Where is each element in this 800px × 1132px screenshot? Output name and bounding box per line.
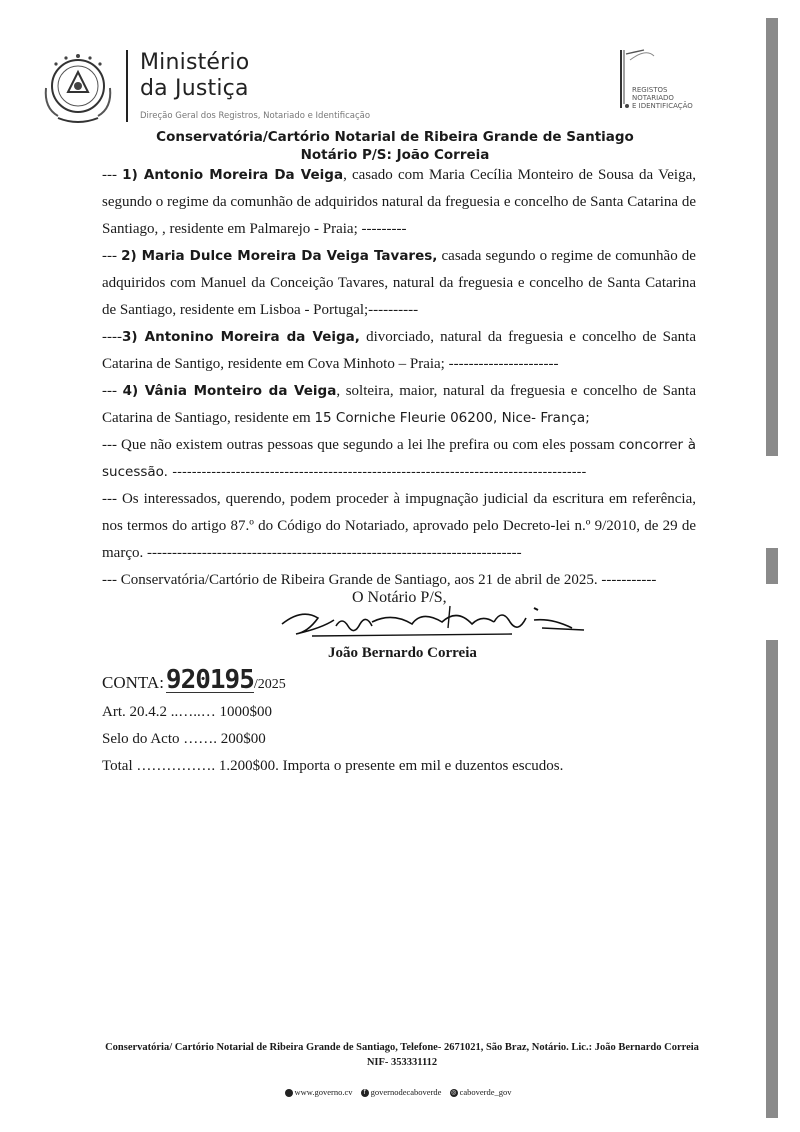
footer-social-links	[0, 1087, 790, 1097]
rni-line-3: E IDENTIFICAÇÃO	[632, 102, 693, 110]
no-other-heirs-tail: concorrer à sucessão. -------------------------------------------------------------------------------------	[102, 437, 696, 480]
conta-number: 920195	[165, 665, 254, 695]
handwritten-signature-icon	[272, 598, 592, 644]
globe-icon	[285, 1089, 293, 1097]
scan-edge-bar	[766, 18, 778, 456]
header-divider	[126, 50, 128, 122]
rni-line-2: NOTARIADO	[632, 94, 674, 102]
heir-paragraph-3	[102, 324, 696, 378]
footer-contact: Conservatória/ Cartório Notarial de Ribeira Grande de Santiago, Telefone- 2671021, São Braz, Notário. Lic.: João Bernardo Correia NIF- 353331112	[105, 1042, 699, 1068]
fee-selo-line: Selo do Acto ……. 200$00	[102, 731, 266, 747]
dash-prefix: ----	[102, 329, 122, 345]
heir-details-4: , solteira, maior, natural da freguesia e concelho de Santa Catarina de Santiago, residente em	[102, 383, 696, 426]
heir-name-3: 3) Antonino Moreira da Veiga,	[121, 329, 360, 345]
signature-label: O Notário P/S,	[352, 589, 447, 606]
conta-label: CONTA:	[102, 673, 164, 692]
instagram-link: caboverde_gov	[459, 1087, 512, 1097]
fee-art-line: Art. 20.4.2 ..…..… 1000$00	[102, 704, 272, 720]
heir-name-2: 2) Maria Dulce Moreira Da Veiga Tavares,	[121, 248, 438, 264]
facebook-link: governodecaboverde	[370, 1087, 442, 1097]
heir-details-3: divorciado, natural da freguesia e concelho de Santa Catarina de Santigo, residente em Cova Minhoto – Praia; ----------------------	[102, 329, 696, 372]
heir-paragraph-4	[102, 378, 696, 432]
document-body	[102, 162, 696, 594]
facebook-icon: f	[361, 1089, 369, 1097]
heir-paragraph-2	[102, 243, 696, 324]
heir-details-2: casada segundo o regime de comunhão de adquiridos com Manuel da Conceição Tavares, natural da freguesia e concelho de Santa Catarina de Santiago, residente em Lisboa - Portugal;----------	[102, 248, 696, 318]
notary-title: Notário P/S: João Correia	[300, 147, 490, 163]
heir-name-1: 1) Antonio Moreira Da Veiga	[122, 167, 344, 183]
dash-prefix: ---	[102, 383, 123, 399]
registos-notariado-text	[632, 86, 693, 110]
heir-name-4: 4) Vânia Monteiro da Veiga	[122, 383, 337, 399]
ministry-subtitle: Direção Geral dos Registros, Notariado e Identificação	[140, 111, 371, 121]
scan-edge-bar	[766, 640, 778, 1118]
website-link: www.governo.cv	[294, 1087, 353, 1097]
ministry-name	[140, 50, 249, 102]
fee-total-line: Total ……………. 1.200$00. Importa o presente em mil e duzentos escudos.	[102, 758, 564, 774]
instagram-icon: ◎	[450, 1089, 457, 1097]
ministry-line-1: Ministério	[140, 50, 250, 75]
office-title: Conservatória/Cartório Notarial de Ribeira Grande de Santiago	[156, 129, 634, 145]
dash-prefix: ---	[102, 167, 123, 183]
rni-line-1: REGISTOS	[632, 86, 668, 94]
heir-address-4: 15 Corniche Fleurie 06200, Nice- França;	[314, 410, 590, 426]
impugnation-paragraph: --- Os interessados, querendo, podem proceder à impugnação judicial da escritura em referência, nos termos do artigo 87.º do Código do Notariado, aprovado pelo Decreto-lei n.º 9/2010, de 29 de março. ---------------------------------------------------------------------------	[102, 491, 696, 561]
ministry-line-2: da Justiça	[140, 76, 249, 101]
conta-row	[102, 665, 286, 695]
heir-details-1: , casado com Maria Cecília Monteiro de Sousa da Veiga, segundo o regime da comunhão de adquiridos natural da freguesia e concelho de Santa Catarina de Santiago, , residente em Palmarejo - Praia; ---------	[102, 167, 696, 237]
place-date-paragraph: --- Conservatória/Cartório de Ribeira Grande de Santiago, aos 21 de abril de 2025. -----------	[102, 572, 657, 588]
notary-name: João Bernardo Correia	[328, 645, 477, 661]
scan-edge-bar	[766, 548, 778, 584]
dash-prefix: ---	[102, 248, 122, 264]
heir-paragraph-1	[102, 162, 696, 243]
no-other-heirs-paragraph	[102, 432, 696, 486]
no-other-heirs-text: --- Que não existem outras pessoas que segundo a lei lhe prefira ou com eles possam	[102, 437, 619, 453]
conta-year: /2025	[253, 677, 286, 692]
coat-of-arms-emblem-icon	[36, 48, 120, 128]
